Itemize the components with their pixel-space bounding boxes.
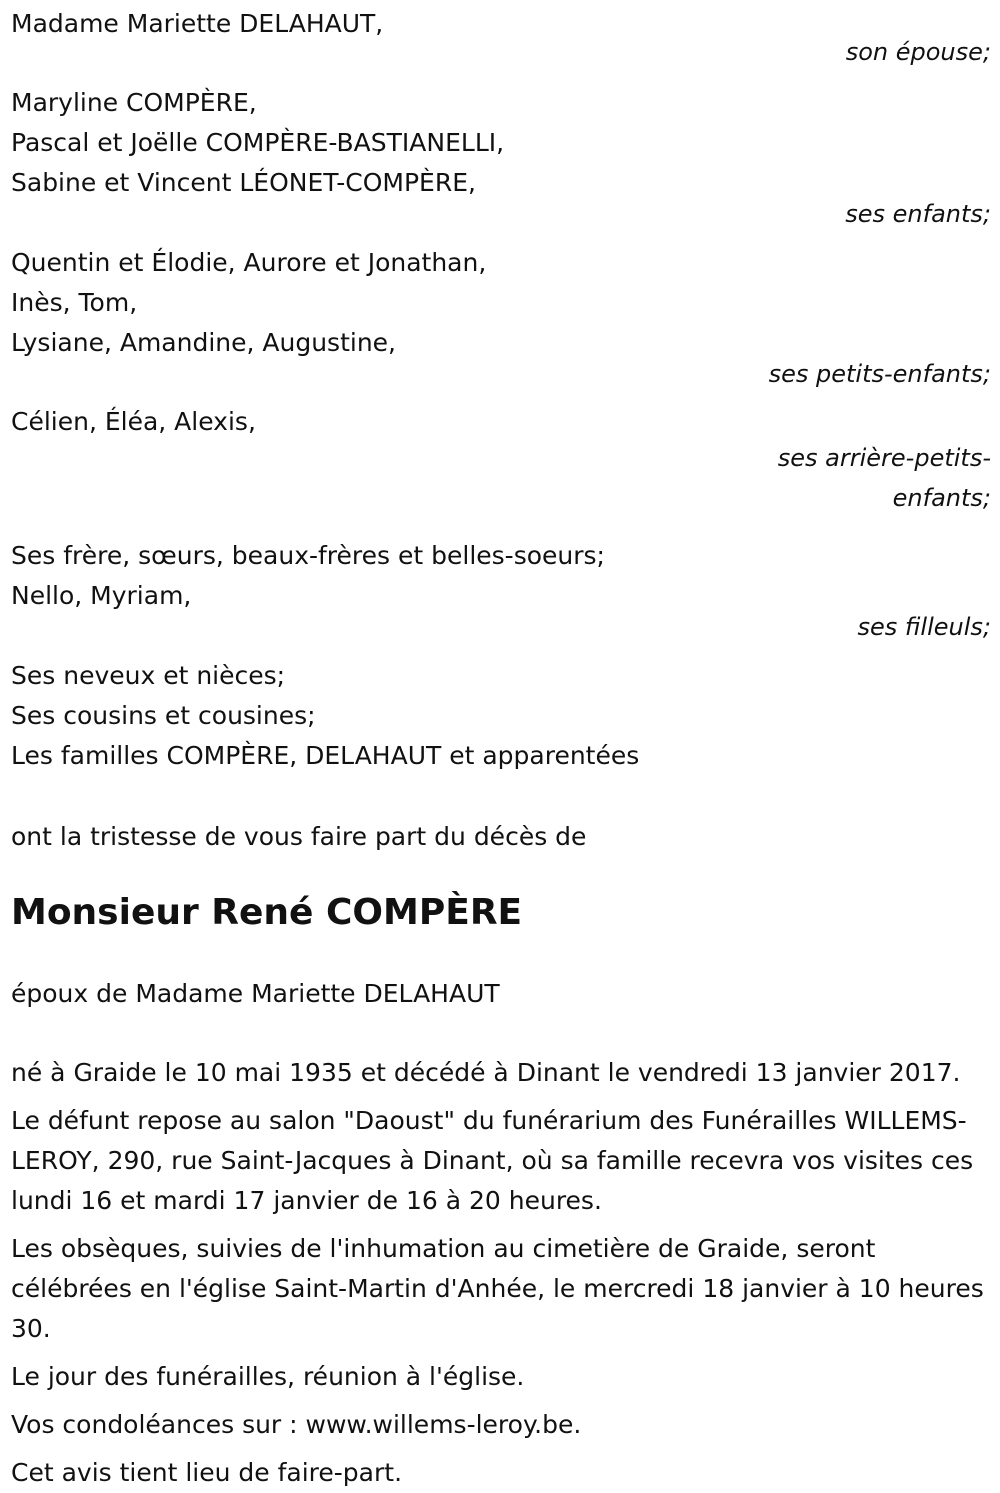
family-name-line: Pascal et Joëlle COMPÈRE-BASTIANELLI, <box>11 128 505 157</box>
relationship-label: ses enfants; <box>845 200 991 228</box>
family-group-children <box>11 83 991 232</box>
family-name-line: Ses neveux et nièces; <box>11 661 286 690</box>
family-group-siblings-godchildren <box>11 536 991 645</box>
family-name-line: Quentin et Élodie, Aurore et Jonathan, <box>11 248 487 277</box>
family-name-line: Ses cousins et cousines; <box>11 701 316 730</box>
visitation-paragraph: Le défunt repose au salon "Daoust" du funérarium des Funérailles WILLEMS-LEROY, 290, rue Saint-Jacques à Dinant, où sa famille recevra vos visites ces lundi 16 et mardi 17 janvier de 16 à 20 heures. <box>11 1106 974 1215</box>
relationship-label: ses filleuls; <box>857 613 991 641</box>
family-group-great-grandchildren <box>11 402 991 518</box>
obituary-notice <box>11 0 991 1493</box>
family-name-line: Maryline COMPÈRE, <box>11 88 257 117</box>
family-name-line: Ses frère, sœurs, beaux-frères et belles-soeurs; <box>11 541 605 570</box>
condolences-paragraph: Vos condoléances sur : www.willems-leroy.be. <box>11 1410 582 1439</box>
relationship-label: ses arrière-petits-enfants; <box>777 444 991 512</box>
funeral-paragraph: Les obsèques, suivies de l'inhumation au cimetière de Graide, seront célébrées en l'église Saint-Martin d'Anhée, le mercredi 18 janvier à 10 heures 30. <box>11 1234 984 1343</box>
family-name-line: Célien, Éléa, Alexis, <box>11 407 256 436</box>
deceased-name: Monsieur René COMPÈRE <box>11 892 523 933</box>
family-name-line: Sabine et Vincent LÉONET-COMPÈRE, <box>11 168 476 197</box>
family-name-line: Les familles COMPÈRE, DELAHAUT et apparentées <box>11 741 640 770</box>
relationship-label: son épouse; <box>845 38 991 66</box>
relationship-label: ses petits-enfants; <box>768 360 991 388</box>
family-name-line: Madame Mariette DELAHAUT, <box>11 9 384 38</box>
family-group-extended <box>11 656 991 776</box>
family-group-spouse <box>11 4 991 70</box>
announcement-intro: ont la tristesse de vous faire part du décès de <box>11 822 587 851</box>
family-name-line: Lysiane, Amandine, Augustine, <box>11 328 396 357</box>
spouse-of-line: époux de Madame Mariette DELAHAUT <box>11 979 500 1008</box>
family-name-line: Nello, Myriam, <box>11 581 192 610</box>
birth-death-line: né à Graide le 10 mai 1935 et décédé à Dinant le vendredi 13 janvier 2017. <box>11 1058 961 1087</box>
notice-paragraph: Cet avis tient lieu de faire-part. <box>11 1458 403 1487</box>
family-group-grandchildren <box>11 243 991 392</box>
gathering-paragraph: Le jour des funérailles, réunion à l'église. <box>11 1362 525 1391</box>
family-name-line: Inès, Tom, <box>11 288 138 317</box>
